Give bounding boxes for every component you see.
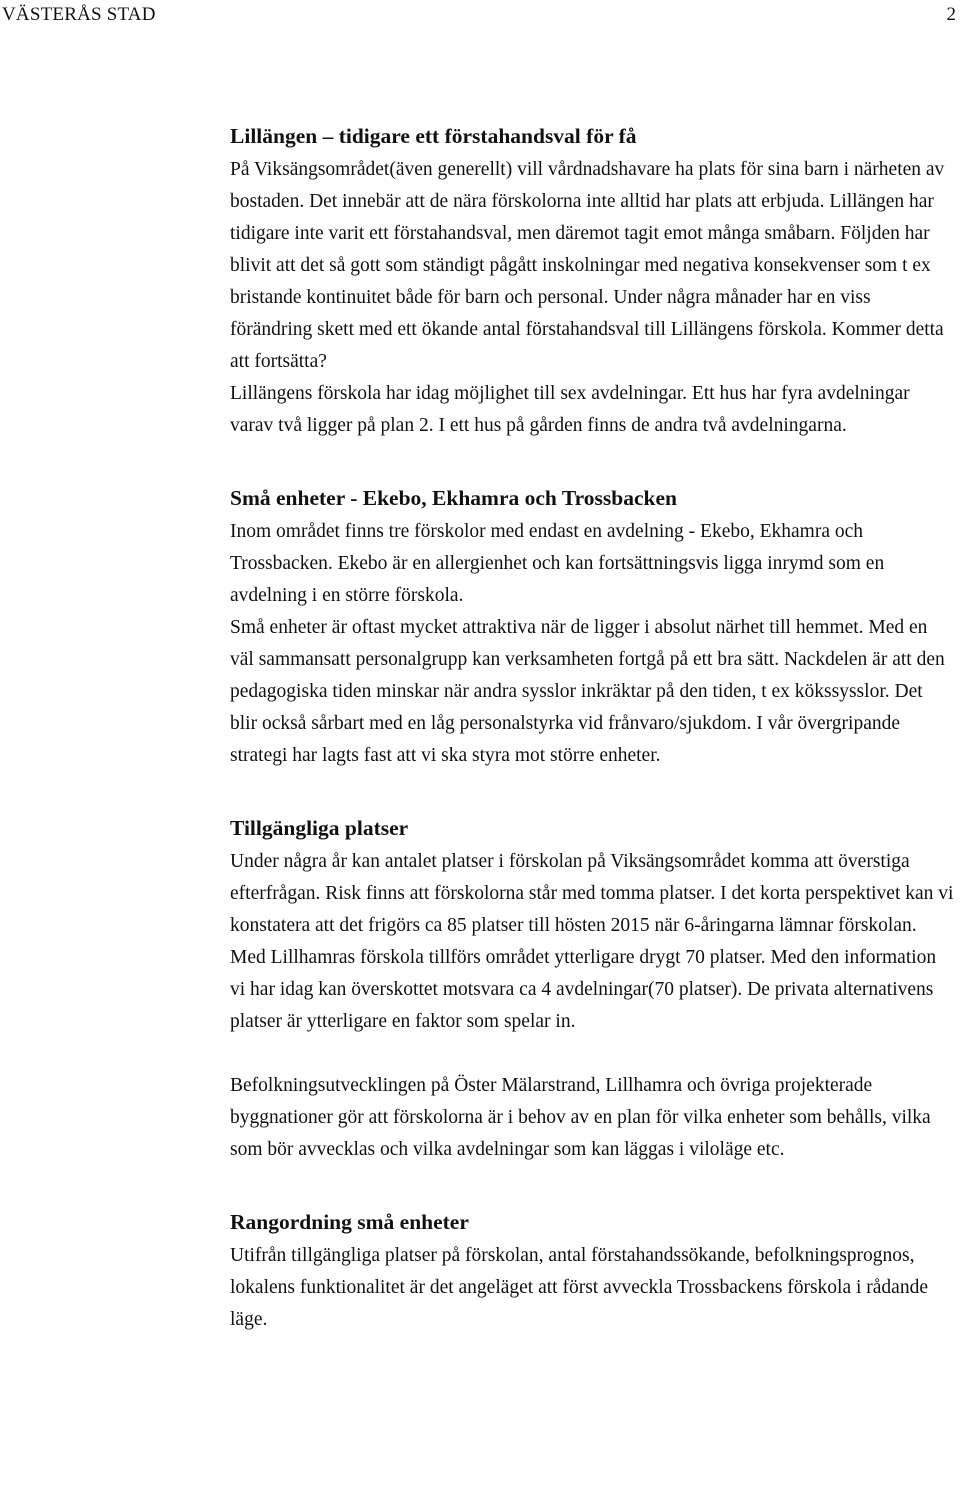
section-rangordning [230, 1207, 954, 1336]
section-heading: Rangordning små enheter [230, 1210, 469, 1234]
section-tillgangliga-platser [230, 813, 954, 1166]
section-spacer [230, 772, 954, 813]
paragraph: Befolkningsutvecklingen på Öster Mälarstrand, Lillhamra och övriga projekterade byggnationer gör att förskolorna är i behov av en plan för vilka enheter som behålls, vilka som bör avvecklas och vilka avdelningar som kan läggas i viloläge etc. [230, 1075, 931, 1160]
paragraph: Små enheter är oftast mycket attraktiva när de ligger i absolut närhet till hemmet. Med en väl sammansatt personalgrupp kan verksamheten fortgå på ett bra sätt. Nackdelen är att den pedagogiska tiden minskar när andra sysslor inkräktar på den tiden, t ex kökssysslor. Det blir också sårbart med en låg personalstyrka vid frånvaro/sjukdom. I vår övergripande strategi har lagts fast att vi ska styra mot större enheter. [230, 617, 945, 766]
header-page-number: 2 [946, 4, 956, 25]
section-lillangen [230, 121, 954, 442]
page-header [0, 4, 960, 26]
section-sma-enheter [230, 483, 954, 772]
paragraph: Under några år kan antalet platser i förskolan på Viksängsområdet komma att överstiga efterfrågan. Risk finns att förskolorna står med tomma platser. I det korta perspektivet kan vi konstatera att det frigörs ca 85 platser till hösten 2015 när 6-åringarna lämnar förskolan. Med Lillhamras förskola tillförs området ytterligare drygt 70 platser. Med den information vi har idag kan överskottet motsvara ca 4 avdelningar(70 platser). De privata alternativens platser är ytterligare en faktor som spelar in. [230, 851, 954, 1032]
header-organization: VÄSTERÅS STAD [2, 4, 156, 25]
section-heading: Tillgängliga platser [230, 816, 409, 840]
document-body [230, 121, 954, 1336]
section-spacer [230, 1166, 954, 1207]
section-heading: Små enheter - Ekebo, Ekhamra och Trossbacken [230, 486, 677, 510]
paragraph: Inom området finns tre förskolor med endast en avdelning - Ekebo, Ekhamra och Trossbacken. Ekebo är en allergienhet och kan fortsättningsvis ligga inrymd som en avdelning i en större förskola. [230, 521, 885, 606]
section-heading: Lillängen – tidigare ett förstahandsval för få [230, 124, 637, 148]
paragraph: På Viksängsområdet(även generellt) vill vårdnadshavare ha plats för sina barn i närheten av bostaden. Det innebär att de nära förskolorna inte alltid har plats att erbjuda. Lillängen har tidigare inte varit ett förstahandsval, men däremot tagit emot många småbarn. Följden har blivit att det så gott som ständigt pågått inskolningar med negativa konsekvenser som t ex bristande kontinuitet både för barn och personal. Under några månader har en viss förändring skett med ett ökande antal förstahandsval till Lillängens förskola. Kommer detta att fortsätta? [230, 159, 945, 372]
paragraph-spacer [230, 1038, 954, 1070]
section-spacer [230, 442, 954, 483]
paragraph: Utifrån tillgängliga platser på förskolan, antal förstahandssökande, befolkningsprognos, lokalens funktionalitet är det angeläget att först avveckla Trossbackens förskola i rådande läge. [230, 1245, 928, 1330]
paragraph: Lillängens förskola har idag möjlighet till sex avdelningar. Ett hus har fyra avdelningar varav två ligger på plan 2. I ett hus på gården finns de andra två avdelningarna. [230, 383, 910, 436]
